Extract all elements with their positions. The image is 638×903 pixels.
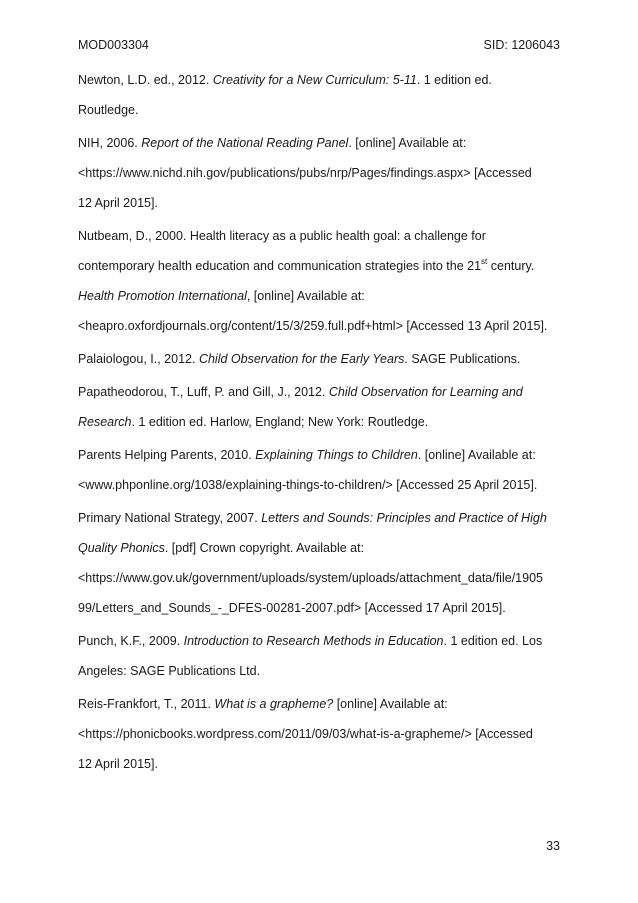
- reference-title: Creativity for a New Curriculum: 5-11: [212, 73, 417, 87]
- page-number: 33: [546, 839, 560, 853]
- reference-text: . 1 edition ed.: [416, 73, 492, 87]
- reference-line: [78, 756, 578, 772]
- reference-entry: [78, 633, 578, 679]
- reference-text: . [pdf] Crown copyright. Available at:: [164, 541, 365, 555]
- reference-text: . [online] Available at:: [417, 448, 536, 462]
- reference-entry: [78, 510, 578, 616]
- reference-title: Health Promotion International: [78, 289, 247, 303]
- reference-title: Explaining Things to Children: [255, 448, 418, 462]
- reference-line: [78, 726, 578, 742]
- reference-text: Reis-Frankfort, T., 2011.: [78, 697, 215, 711]
- reference-line: [78, 414, 578, 430]
- superscript: st: [481, 257, 488, 266]
- reference-text: Newton, L.D. ed., 2012.: [78, 73, 213, 87]
- reference-title: Introduction to Research Methods in Education: [183, 634, 444, 648]
- reference-line: [78, 600, 578, 616]
- reference-entry: [78, 696, 578, 772]
- reference-line: [78, 384, 578, 400]
- reference-title: Quality Phonics: [78, 541, 165, 555]
- module-code: MOD003304: [78, 38, 149, 52]
- reference-text: Primary National Strategy, 2007.: [78, 511, 262, 525]
- reference-line: [78, 165, 578, 181]
- reference-text: Parents Helping Parents, 2010.: [78, 448, 256, 462]
- reference-line: [78, 258, 578, 274]
- reference-text: , [online] Available at:: [246, 289, 365, 303]
- reference-title: What is a grapheme?: [214, 697, 334, 711]
- reference-line: [78, 570, 578, 586]
- page-header: [78, 37, 560, 53]
- reference-title: Letters and Sounds: Principles and Practice of High: [261, 511, 547, 525]
- student-id: SID: 1206043: [483, 38, 560, 52]
- reference-title: Child Observation for the Early Years: [198, 352, 405, 366]
- reference-line: [78, 318, 578, 334]
- reference-text: Angeles: SAGE Publications Ltd.: [78, 664, 261, 678]
- reference-text: NIH, 2006.: [78, 136, 142, 150]
- reference-line: [78, 102, 578, 118]
- reference-entry: [78, 351, 578, 367]
- reference-line: [78, 288, 578, 304]
- reference-text: [online] Available at:: [333, 697, 448, 711]
- reference-line: [78, 696, 578, 712]
- reference-text: <https://www.gov.uk/government/uploads/system/uploads/attachment_data/file/1905: [78, 571, 543, 585]
- reference-text: . SAGE Publications.: [404, 352, 521, 366]
- reference-line: [78, 510, 578, 526]
- reference-text: . 1 edition ed. Harlow, England; New York: Routledge.: [131, 415, 429, 429]
- reference-title: Research: [78, 415, 132, 429]
- reference-text: century.: [487, 259, 535, 273]
- reference-text: <https://phonicbooks.wordpress.com/2011/09/03/what-is-a-grapheme/> [Accessed: [78, 727, 533, 741]
- reference-entry: [78, 384, 578, 430]
- reference-line: [78, 447, 578, 463]
- reference-text: Palaiologou, I., 2012.: [78, 352, 199, 366]
- reference-text: contemporary health education and communication strategies into the 21: [78, 259, 482, 273]
- reference-line: [78, 195, 578, 211]
- reference-text: <heapro.oxfordjournals.org/content/15/3/259.full.pdf+html> [Accessed 13 April 2015].: [78, 319, 548, 333]
- reference-list: [78, 72, 578, 789]
- reference-text: 12 April 2015].: [78, 196, 158, 210]
- reference-line: [78, 72, 578, 88]
- reference-text: Routledge.: [78, 103, 139, 117]
- reference-title: Child Observation for Learning and: [328, 385, 523, 399]
- reference-entry: [78, 228, 578, 334]
- reference-line: [78, 228, 578, 244]
- reference-text: Papatheodorou, T., Luff, P. and Gill, J., 2012.: [78, 385, 329, 399]
- reference-text: 12 April 2015].: [78, 757, 158, 771]
- reference-text: . 1 edition ed. Los: [443, 634, 543, 648]
- reference-title: Report of the National Reading Panel: [141, 136, 349, 150]
- reference-line: [78, 663, 578, 679]
- reference-text: <www.phponline.org/1038/explaining-things-to-children/> [Accessed 25 April 2015].: [78, 478, 538, 492]
- reference-text: 99/Letters_and_Sounds_-_DFES-00281-2007.pdf> [Accessed 17 April 2015].: [78, 601, 506, 615]
- reference-entry: [78, 447, 578, 493]
- reference-line: [78, 633, 578, 649]
- reference-text: Nutbeam, D., 2000. Health literacy as a public health goal: a challenge for: [78, 229, 486, 243]
- reference-line: [78, 540, 578, 556]
- reference-line: [78, 477, 578, 493]
- reference-entry: [78, 135, 578, 211]
- reference-text: <https://www.nichd.nih.gov/publications/pubs/nrp/Pages/findings.aspx> [Accessed: [78, 166, 532, 180]
- reference-line: [78, 135, 578, 151]
- reference-text: . [online] Available at:: [348, 136, 467, 150]
- reference-text: Punch, K.F., 2009.: [78, 634, 184, 648]
- reference-line: [78, 351, 578, 367]
- reference-entry: [78, 72, 578, 118]
